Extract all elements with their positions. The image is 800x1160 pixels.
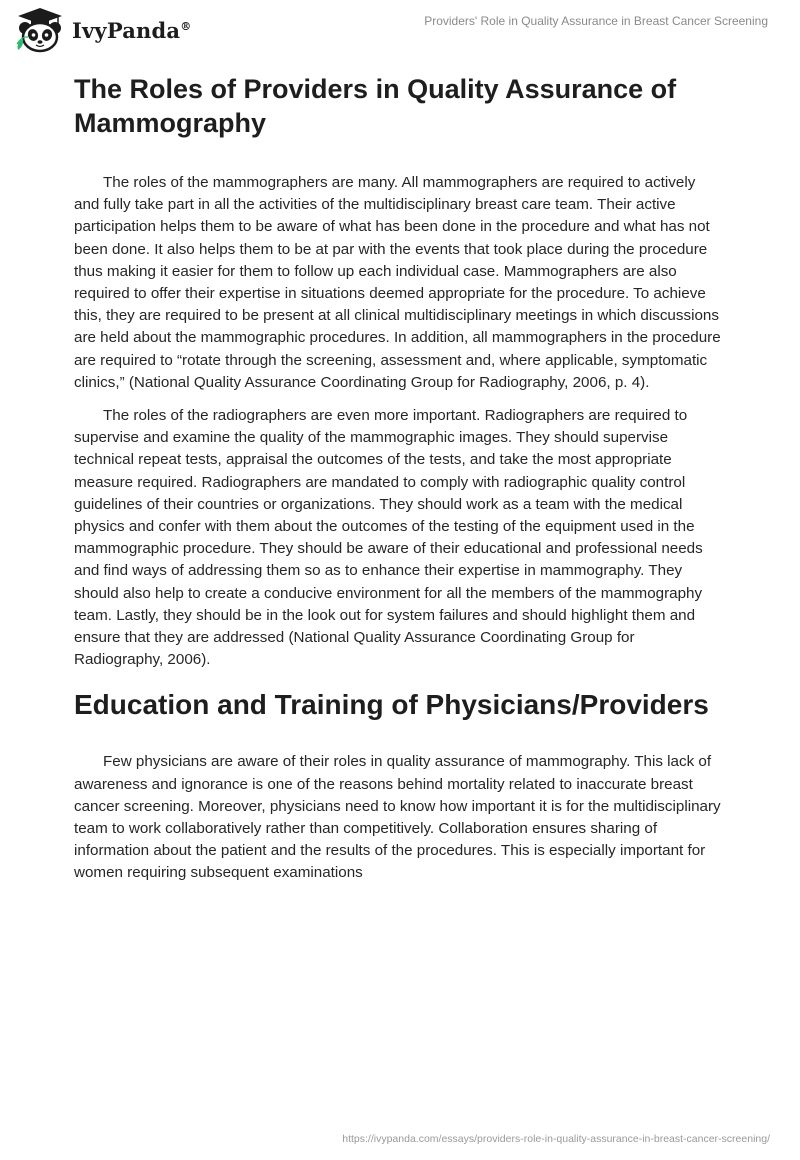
section-heading: Education and Training of Physicians/Providers <box>74 689 709 721</box>
panda-logo-icon <box>14 6 66 54</box>
section-heading: The Roles of Providers in Quality Assurance of Mammography <box>74 74 677 138</box>
paragraph: The roles of the radiographers are even more important. Radiographers are required to supervise and examine the quality of the mammographic images. They should supervise technical repeat tests, appraisal the outcomes of the tests, and take the most appropriate measure required. Radiographers are mandated to comply with radiographic quality control guidelines of their countries or organizations. They should work as a team with the medical physics and confer with them about the outcomes of the testing of the equipment used in the mammographic procedure. They should be aware of their educational and professional needs and find ways of addressing them so as to enhance their expertise in mammography. They should also help to create a conducive environment for all the members of the mammography team. Lastly, they should be in the look out for system failures and should highlight them and ensure that they are addressed (National Quality Assurance Coordinating Group for Radiography, 2006). <box>74 407 703 669</box>
essay-content <box>74 72 724 885</box>
logo-wordmark: IvyPanda® <box>72 17 192 43</box>
source-url[interactable]: https://ivypanda.com/essays/providers-role-in-quality-assurance-in-breast-cancer-screening/ <box>342 1133 770 1145</box>
page-header <box>0 0 800 60</box>
paragraph: The roles of the mammographers are many. All mammographers are required to actively and fully take part in all the activities of the multidisciplinary breast care team. Their active participation helps them to be aware of what has been done in the procedure and what has not been done. It also helps them to be at par with the events that took place during the procedure thus making it easier for them to follow up each individual case. Mammographers are also required to offer their expertise in situations deemed appropriate for the procedure. To achieve this, they are required to be present at all clinical multidisciplinary meetings in which discussions are held about the mammographic procedures. In addition, all mammographers in the procedure are required to “rotate through the screening, assessment and, where applicable, symptomatic clinics,” (National Quality Assurance Coordinating Group for Radiography, 2006, p. 4). <box>74 174 721 391</box>
ivypanda-logo[interactable] <box>14 6 191 54</box>
paragraph: Few physicians are aware of their roles in quality assurance of mammography. This lack of awareness and ignorance is one of the reasons behind mortality related to inaccurate breast cancer screening. Moreover, physicians need to know how important it is for the multidisciplinary team to work collaboratively rather than competitively. Collaboration ensures sharing of information about the patient and the results of the procedures. This is especially important for women requiring subsequent examinations <box>74 753 721 882</box>
document-title: Providers' Role in Quality Assurance in Breast Cancer Screening <box>424 14 768 28</box>
